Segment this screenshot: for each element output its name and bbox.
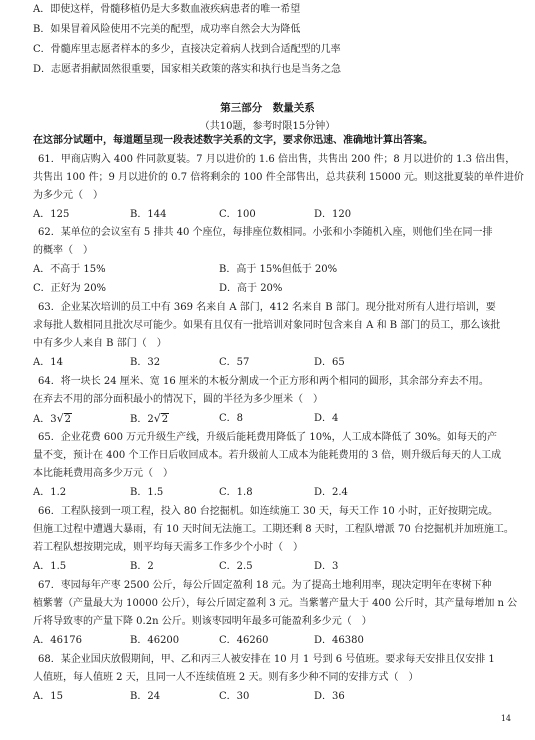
q66-line-3: 若工程队想按期完成，则平均每天需多工作多少个小时（ ）: [33, 542, 303, 553]
q64-option-a-label: A．3: [33, 414, 57, 425]
q62-option-c: C．正好为 20%: [33, 283, 107, 294]
q62-option-b: B．高于 15%但低于 20%: [219, 264, 338, 275]
q68-option-d: D．36: [314, 691, 345, 702]
q66-option-b: B．2: [130, 561, 154, 572]
page-number: 14: [500, 714, 511, 723]
q68-option-b: B．24: [130, 691, 161, 702]
q65-option-d: D．2.4: [314, 487, 348, 498]
q67-option-c: C．46260: [219, 635, 269, 646]
sqrt-radicand: 2: [161, 414, 169, 425]
sqrt-radicand: 2: [64, 414, 71, 425]
q61-option-d: D．120: [314, 209, 352, 220]
q63-line-1: 63．企业某次培训的员工中有 369 名来自 A 部门，412 名来自 B 部门。现分批对所有人进行培训，要: [38, 302, 496, 313]
q67-option-b: B．46200: [130, 635, 180, 646]
q62-option-a: A．不高于 15%: [33, 264, 106, 275]
q67-option-a: A．46176: [33, 635, 83, 646]
section-instruction: 在这部分试题中，每道题呈现一段表述数字关系的文字，要求你迅速、准确地计算出答案。: [33, 135, 433, 146]
q67-line-3: 斤将导致枣的产量下降 0.2n 公斤。则该枣园明年最多可能盈利多少元（ ）: [33, 616, 372, 627]
q65-line-3: 本比能耗费用高多少万元（ ）: [33, 468, 173, 479]
q64-line-1: 64．将一块长 24 厘米、宽 16 厘米的木板分割成一个正方形和两个相同的圆形，其余部分弃去不用。: [38, 376, 489, 387]
q66-line-2: 但施工过程中遭遇大暴雨，有 10 天时间无法施工。工期还剩 8 天时，工程队增派 70 台挖掘机并加班施工。: [33, 524, 514, 535]
q64-option-d: D．4: [314, 413, 339, 424]
sqrt-symbol: √2: [153, 412, 169, 425]
q64-line-2: 在弃去不用的部分面积最小的情况下，圆的半径为多少厘米（ ）: [33, 394, 323, 405]
q64-option-b: [130, 412, 169, 426]
q67-line-2: 植紫薯（产量最大为 10000 公斤），每公斤固定盈利 3 元。当紫薯产量大于 400 公斤时，其产量每增加 n 公: [33, 598, 518, 609]
top-option-a: A．即使这样，骨髓移植仍是大多数血液疾病患者的唯一希望: [33, 4, 301, 15]
q65-option-a: A．1.2: [33, 487, 67, 498]
q64-option-a: [33, 412, 72, 426]
q66-line-1: 66．工程队接到一项工程，投入 80 台挖掘机。如连续施工 30 天，每天工作 10 小时，正好按期完成。: [38, 506, 498, 517]
q61-option-c: C．100: [219, 209, 256, 220]
top-option-b: B．如果冒着风险使用不完美的配型，成功率自然会大为降低: [33, 24, 301, 35]
q68-option-c: C．30: [219, 691, 250, 702]
top-option-d: D．志愿者捐献固然很重要，国家相关政策的落实和执行也是当务之急: [33, 64, 342, 75]
q65-line-2: 量不变，预计在 400 个工作日后收回成本。若升级前人工成本为能耗费用的 3 倍，则升级后每天的人工成: [33, 450, 502, 461]
q61-line-2: 共售出 100 件；9 月以进价的 0.7 倍将剩余的 100 件全部售出，总共获利 15000 元。则这批夏装的单件进价: [33, 172, 524, 183]
top-option-c: C．骨髓库里志愿者样本的多少，直接决定着病人找到合适配型的几率: [33, 44, 341, 55]
q62-line-2: 的概率（ ）: [33, 245, 93, 256]
q68-line-2: 人值班，每人值班 2 天，且同一人不连续值班 2 天。则有多少种不同的安排方式（ ）: [33, 672, 419, 683]
q63-line-3: 中有多少人来自 B 部门（ ）: [33, 338, 167, 349]
q61-line-3: 为多少元（ ）: [33, 190, 103, 201]
q68-line-1: 68．某企业国庆放假期间，甲、乙和丙三人被安排在 10 月 1 号到 6 号值班。要求每天安排且仅安排 1: [38, 654, 495, 665]
q65-option-b: B．1.5: [130, 487, 164, 498]
q66-option-d: D．3: [314, 561, 339, 572]
section-subtitle: （共10题，参考时限15分钟）: [199, 121, 336, 132]
q62-line-1: 62．某单位的会议室有 5 排共 40 个座位，每排座位数相同。小张和小李随机入座，则他们坐在同一排: [38, 227, 493, 238]
q65-option-c: C．1.8: [219, 487, 253, 498]
q67-line-1: 67．枣园每年产枣 2500 公斤，每公斤固定盈利 18 元。为了提高土地利用率，现决定明年在枣树下种: [38, 580, 492, 591]
section-title: 第三部分 数量关系: [220, 102, 315, 114]
q63-option-d: D．65: [314, 357, 345, 368]
q61-option-a: A．125: [33, 209, 70, 220]
q63-option-b: B．32: [130, 357, 161, 368]
q62-option-d: D．高于 20%: [219, 283, 283, 294]
q61-line-1: 61．甲商店购入 400 件同款夏装。7 月以进价的 1.6 倍出售，共售出 200 件；8 月以进价的 1.3 倍出售，: [38, 154, 516, 165]
q64-option-b-label: B．2: [130, 414, 154, 425]
q67-option-d: D．46380: [314, 635, 364, 646]
q66-option-c: C．2.5: [219, 561, 253, 572]
sqrt-symbol: √2: [56, 412, 71, 425]
q63-option-a: A．14: [33, 357, 63, 368]
q64-option-c: C．8: [219, 413, 244, 424]
q68-option-a: A．15: [33, 691, 63, 702]
q63-line-2: 求每批人数相同且批次尽可能少。如果有且仅有一批培训对象同时包含来自 A 和 B 部门的员工，那么该批: [33, 320, 501, 331]
q63-option-c: C．57: [219, 357, 250, 368]
q65-line-1: 65．企业花费 600 万元升级生产线，升级后能耗费用降低了 10%，人工成本降低了 30%。如每天的产: [38, 432, 497, 443]
q66-option-a: A．1.5: [33, 561, 67, 572]
q61-option-b: B．144: [130, 209, 167, 220]
